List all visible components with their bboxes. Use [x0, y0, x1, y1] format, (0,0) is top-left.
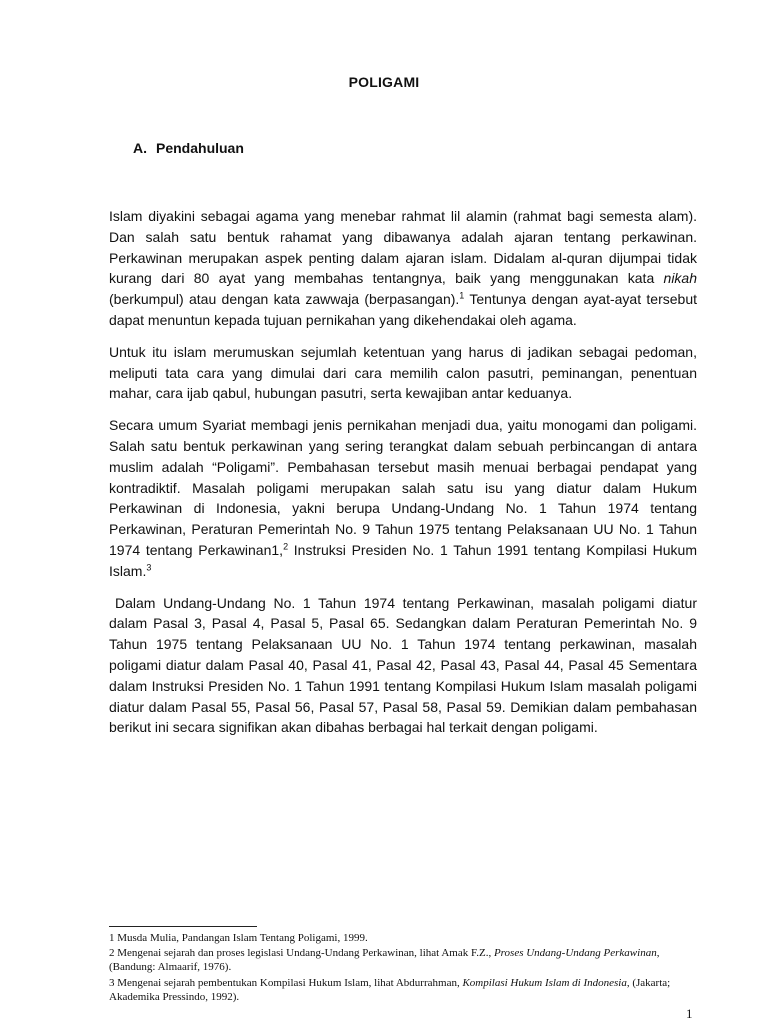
- paragraph-1-text-a: Islam diyakini sebagai agama yang menebar rahmat lil alamin (rahmat bagi semesta alam). Dan salah satu bentuk rahamat yang dibawanya adalah ajaran tentang perkawinan. Perkawinan merupakan aspek penting dalam ajaran islam. Didalam al-quran dijumpai tidak kurang dari 80 ayat yang membahas tentangnya, baik yang menggunakan kata: [109, 208, 697, 287]
- footnote-ref-3[interactable]: 3: [146, 562, 152, 573]
- section-heading: [133, 140, 244, 156]
- footnote-1: [109, 931, 697, 945]
- footnote-2-italic: Proses Undang-Undang Perkawinan: [493, 947, 657, 960]
- section-label: Pendahuluan: [156, 140, 244, 156]
- body-text: [109, 206, 697, 749]
- footnote-3-text-b: , (Jakarta; Akademika Pressindo, 1992).: [109, 976, 671, 1003]
- footnote-1-number: 1: [109, 932, 115, 944]
- footnote-separator: [109, 926, 257, 927]
- footnote-2-text-b: , (Bandung: Almaarif, 1976).: [109, 947, 660, 974]
- paragraph-3: [109, 415, 697, 581]
- document-title: POLIGAMI: [348, 74, 420, 90]
- paragraph-1-text-b: (berkumpul) atau dengan kata zawwaja (berpasangan).: [109, 291, 460, 308]
- paragraph-3-text-a: Secara umum Syariat membagi jenis pernikahan menjadi dua, yaitu monogami dan poligami. Salah satu bentuk perkawinan yang sering terangkat dalam sebuah perbincangan di antara muslim adalah “Poligami”. Pembahasan tersebut masih menuai berbagai pendapat yang kontradiktif. Masalah poligami merupakan salah satu isu yang diatur dalam Hukum Perkawinan di Indonesia, yakni berupa Undang-Undang No. 1 Tahun 1974 tentang Perkawinan, Peraturan Pemerintah No. 9 Tahun 1975 tentang Pelaksanaan UU No. 1 Tahun 1974 tentang Perkawinan1,: [109, 417, 697, 558]
- footnote-2-number: 2: [109, 947, 115, 960]
- footnote-3-italic: Kompilasi Hukum Islam di Indonesia: [462, 976, 627, 989]
- paragraph-4: Dalam Undang-Undang No. 1 Tahun 1974 tentang Perkawinan, masalah poligami diatur dalam Pasal 3, Pasal 4, Pasal 5, Pasal 65. Sedangkan dalam Peraturan Pemerintah No. 9 Tahun 1975 tentang Pelaksanaan UU No. 1 Tahun 1974 tentang perkawinan, masalah poligami diatur dalam Pasal 40, Pasal 41, Pasal 42, Pasal 43, Pasal 44, Pasal 45 Sementara dalam Instruksi Presiden No. 1 Tahun 1991 tentang Kompilasi Hukum Islam masalah poligami diatur dalam Pasal 55, Pasal 56, Pasal 57, Pasal 58, Pasal 59. Demikian dalam pembahasan berikut ini secara signifikan akan dibahas berbagai hal terkait dengan poligami.: [109, 594, 697, 736]
- paragraph-2: Untuk itu islam merumuskan sejumlah ketentuan yang harus di jadikan sebagai pedoman, meliputi tata cara yang dimulai dari cara memilih calon pasutri, peminangan, penentuan mahar, cara ijab qabul, hubungan pasutri, serta kewajiban antar keduanya.: [109, 343, 697, 402]
- footnote-3-text-a: Mengenai sejarah pembentukan Kompilasi Hukum Islam, lihat Abdurrahman,: [114, 976, 463, 989]
- section-number: A.: [133, 140, 147, 156]
- footnote-2-text-a: Mengenai sejarah dan proses legislasi Undang-Undang Perkawinan, lihat Amak F.Z.,: [114, 947, 494, 960]
- paragraph-1-italic: nikah: [663, 270, 697, 287]
- footnote-ref-2[interactable]: 2: [283, 541, 289, 552]
- footnote-3: [109, 976, 697, 1004]
- footnote-3-number: 3: [109, 976, 115, 989]
- footnote-1-text: Musda Mulia, Pandangan Islam Tentang Poligami, 1999.: [114, 932, 368, 944]
- paragraph-1: [109, 206, 697, 331]
- footnote-ref-1[interactable]: 1: [459, 290, 465, 301]
- footnotes: [109, 931, 697, 1004]
- paragraph-3-text-b: Instruksi Presiden No. 1 Tahun 1991 tentang Kompilasi Hukum Islam.: [109, 541, 697, 579]
- page-number: 1: [686, 1006, 693, 1021]
- paragraph-1-text-c: Tentunya dengan ayat-ayat tersebut dapat menuntun kepada tujuan pernikahan yang dikehendakai oleh agama.: [109, 291, 697, 328]
- footnote-2: [109, 946, 697, 974]
